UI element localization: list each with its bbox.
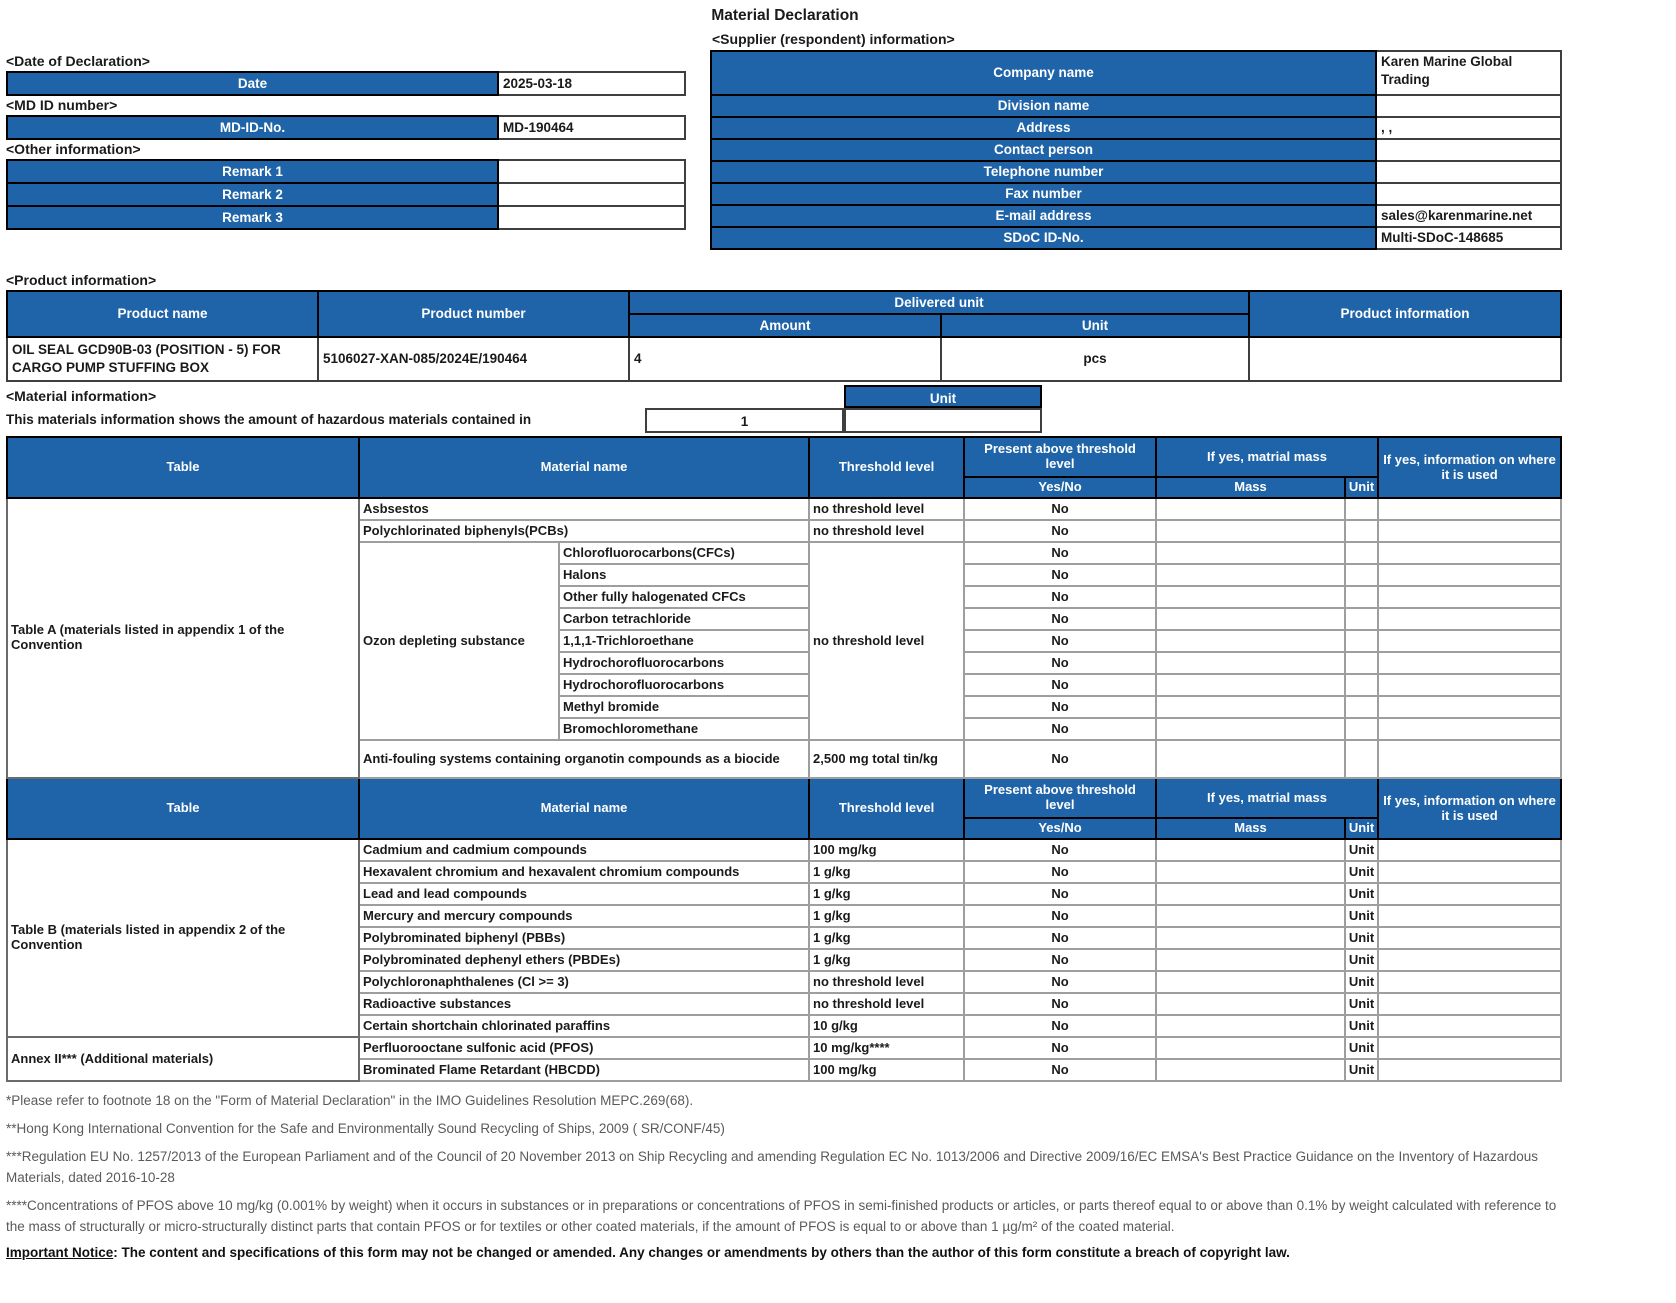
yes-no-cell: No <box>964 542 1156 564</box>
yes-no-cell: No <box>964 740 1156 778</box>
product-section-label: <Product information> <box>6 272 157 288</box>
date-label: Date <box>7 72 498 95</box>
supplier-row-label: Company name <box>711 51 1376 95</box>
mass-cell <box>1156 905 1345 927</box>
yes-no-cell: No <box>964 586 1156 608</box>
material-name-cell: Certain shortchain chlorinated paraffins <box>359 1015 809 1037</box>
unit-cell: Unit <box>1345 1015 1378 1037</box>
yes-no-cell: No <box>964 927 1156 949</box>
mass-cell <box>1156 586 1345 608</box>
material-name-cell: Anti-fouling systems containing organotin compounds as a biocide <box>359 740 809 778</box>
col-header-unit: Unit <box>1345 477 1378 498</box>
col-header-material-name: Material name <box>359 778 809 839</box>
info-cell <box>1378 520 1561 542</box>
material-name-cell: Lead and lead compounds <box>359 883 809 905</box>
mass-cell <box>1156 498 1345 520</box>
footnote: **Hong Kong International Convention for the Safe and Environmentally Sound Recycling of Ships, 2009 ( SR/CONF/45) <box>6 1120 725 1136</box>
mass-cell <box>1156 883 1345 905</box>
mass-cell <box>1156 630 1345 652</box>
material-name-cell: Cadmium and cadmium compounds <box>359 839 809 861</box>
mass-cell <box>1156 674 1345 696</box>
unit-cell: Unit <box>1345 927 1378 949</box>
material-name-cell: Polybrominated biphenyl (PBBs) <box>359 927 809 949</box>
col-header-table: Table <box>7 778 359 839</box>
md-label: MD-ID-No. <box>7 116 498 139</box>
yes-no-cell: No <box>964 839 1156 861</box>
mass-cell <box>1156 652 1345 674</box>
material-unit-box <box>844 408 1042 433</box>
material-name-cell: Hydrochorofluorocarbons <box>559 652 809 674</box>
mass-cell <box>1156 564 1345 586</box>
unit-cell <box>1345 652 1378 674</box>
unit-cell <box>1345 586 1378 608</box>
amount-value: 4 <box>629 337 941 381</box>
info-cell <box>1378 674 1561 696</box>
col-header-if-yes-info: If yes, information on where it is used <box>1378 778 1561 839</box>
material-name-cell: Halons <box>559 564 809 586</box>
table-row <box>7 1037 1561 1059</box>
unit-cell <box>1345 520 1378 542</box>
supplier-section-label: <Supplier (respondent) information> <box>712 31 955 47</box>
product-name-value: OIL SEAL GCD90B-03 (POSITION - 5) FOR CARGO PUMP STUFFING BOX <box>7 337 318 381</box>
md-table <box>6 115 686 140</box>
unit-cell: Unit <box>1345 839 1378 861</box>
col-header-mass: Mass <box>1156 477 1345 498</box>
col-header-if-yes-mass: If yes, matrial mass <box>1156 778 1378 818</box>
col-header-present: Present above threshold level <box>964 437 1156 477</box>
supplier-table <box>710 50 1562 250</box>
material-name-cell: Mercury and mercury compounds <box>359 905 809 927</box>
unit-cell <box>1345 674 1378 696</box>
yes-no-cell: No <box>964 564 1156 586</box>
supplier-row-label: Division name <box>711 95 1376 117</box>
supplier-row-value <box>1376 139 1561 161</box>
info-cell <box>1378 718 1561 740</box>
yes-no-cell: No <box>964 905 1156 927</box>
footnotes <box>6 1091 1560 1260</box>
mass-cell <box>1156 696 1345 718</box>
mass-cell <box>1156 520 1345 542</box>
info-cell <box>1378 927 1561 949</box>
col-header-table: Table <box>7 437 359 498</box>
info-cell <box>1378 740 1561 778</box>
info-cell <box>1378 993 1561 1015</box>
material-name-cell: Chlorofluorocarbons(CFCs) <box>559 542 809 564</box>
unit-cell: Unit <box>1345 949 1378 971</box>
supplier-row-label: SDoC ID-No. <box>711 227 1376 249</box>
remarks-table <box>6 159 686 230</box>
supplier-row-label: Address <box>711 117 1376 139</box>
yes-no-cell: No <box>964 949 1156 971</box>
material-name-cell: Hexavalent chromium and hexavalent chromium compounds <box>359 861 809 883</box>
info-cell <box>1378 564 1561 586</box>
col-header-yes-no: Yes/No <box>964 818 1156 839</box>
delivered-unit-header: Delivered unit <box>629 291 1249 314</box>
product-info-header: Product information <box>1249 291 1561 337</box>
threshold-cell: 1 g/kg <box>809 883 964 905</box>
supplier-row-value <box>1376 161 1561 183</box>
material-name-cell: Polychloronaphthalenes (Cl >= 3) <box>359 971 809 993</box>
yes-no-cell: No <box>964 1059 1156 1081</box>
info-cell <box>1378 839 1561 861</box>
col-header-yes-no: Yes/No <box>964 477 1156 498</box>
product-number-value: 5106027-XAN-085/2024E/190464 <box>318 337 629 381</box>
supplier-row-value: Karen Marine Global Trading <box>1376 51 1561 95</box>
col-header-threshold: Threshold level <box>809 437 964 498</box>
remark-label: Remark 2 <box>7 183 498 206</box>
col-header-threshold: Threshold level <box>809 778 964 839</box>
unit-cell <box>1345 608 1378 630</box>
info-cell <box>1378 498 1561 520</box>
yes-no-cell: No <box>964 1037 1156 1059</box>
yes-no-cell: No <box>964 861 1156 883</box>
info-cell <box>1378 883 1561 905</box>
threshold-cell: no threshold level <box>809 520 964 542</box>
yes-no-cell: No <box>964 498 1156 520</box>
unit-cell: Unit <box>1345 993 1378 1015</box>
info-cell <box>1378 905 1561 927</box>
col-header-if-yes-mass: If yes, matrial mass <box>1156 437 1378 477</box>
unit-cell: Unit <box>1345 883 1378 905</box>
threshold-cell: 10 g/kg <box>809 1015 964 1037</box>
yes-no-cell: No <box>964 696 1156 718</box>
hazard-table <box>6 436 1562 1082</box>
unit-cell <box>1345 696 1378 718</box>
info-cell <box>1378 1037 1561 1059</box>
mass-cell <box>1156 718 1345 740</box>
date-table <box>6 71 686 96</box>
yes-no-cell: No <box>964 652 1156 674</box>
material-statement: This materials information shows the amount of hazardous materials contained in <box>6 412 532 427</box>
material-name-cell: Polybrominated dephenyl ethers (PBDEs) <box>359 949 809 971</box>
info-cell <box>1378 949 1561 971</box>
date-section-label: <Date of Declaration> <box>6 53 150 69</box>
info-cell <box>1378 696 1561 718</box>
supplier-row-value <box>1376 183 1561 205</box>
unit-cell: Unit <box>1345 1059 1378 1081</box>
threshold-cell: 1 g/kg <box>809 949 964 971</box>
mass-cell <box>1156 542 1345 564</box>
footnote: *Please refer to footnote 18 on the "Form of Material Declaration" in the IMO Guidelines Resolution MEPC.269(68). <box>6 1093 694 1108</box>
product-info-value <box>1249 337 1561 381</box>
threshold-cell: 100 mg/kg <box>809 1059 964 1081</box>
product-number-header: Product number <box>318 291 629 337</box>
material-name-cell: Asbsestos <box>359 498 809 520</box>
important-notice-text: : The content and specifications of this form may not be changed or amended. Any changes or amendments by others than the author of this form constitute a breach of copyright law. <box>113 1244 1290 1260</box>
important-notice-label: Important Notice <box>6 1244 114 1260</box>
material-name-cell: Radioactive substances <box>359 993 809 1015</box>
col-header-material-name: Material name <box>359 437 809 498</box>
yes-no-cell: No <box>964 630 1156 652</box>
info-cell <box>1378 861 1561 883</box>
unit-cell <box>1345 564 1378 586</box>
mass-cell <box>1156 1015 1345 1037</box>
yes-no-cell: No <box>964 993 1156 1015</box>
mass-cell <box>1156 949 1345 971</box>
yes-no-cell: No <box>964 608 1156 630</box>
footnote: ***Regulation EU No. 1257/2013 of the European Parliament and of the Council of 20 November 2013 on Ship Recycling and amending Regulation EC No. 1013/2006 and Directive 2009/16/EC EMSA's Best Practice Guidance on the Inventory of Hazardous Materials, dated 2016-10-28 <box>6 1148 1539 1185</box>
page-title: Material Declaration <box>711 7 859 24</box>
table-b-group-label: Table B (materials listed in appendix 2 of the Convention <box>7 839 359 1037</box>
yes-no-cell: No <box>964 718 1156 740</box>
annex-group-label: Annex II*** (Additional materials) <box>7 1037 359 1081</box>
unit-value: pcs <box>941 337 1249 381</box>
threshold-cell: 100 mg/kg <box>809 839 964 861</box>
unit-cell: Unit <box>1345 1037 1378 1059</box>
mass-cell <box>1156 971 1345 993</box>
yes-no-cell: No <box>964 520 1156 542</box>
info-cell <box>1378 630 1561 652</box>
material-name-cell: Hydrochorofluorocarbons <box>559 674 809 696</box>
threshold-cell: no threshold level <box>809 993 964 1015</box>
remark-value <box>498 160 685 183</box>
threshold-cell: 1 g/kg <box>809 905 964 927</box>
supplier-row-value: Multi-SDoC-148685 <box>1376 227 1561 249</box>
threshold-cell: no threshold level <box>809 498 964 520</box>
unit-cell <box>1345 740 1378 778</box>
supplier-row-value <box>1376 95 1561 117</box>
mass-cell <box>1156 1059 1345 1081</box>
material-name-cell: Other fully halogenated CFCs <box>559 586 809 608</box>
supplier-row-label: E-mail address <box>711 205 1376 227</box>
threshold-cell: no threshold level <box>809 542 964 740</box>
product-name-header: Product name <box>7 291 318 337</box>
unit-cell: Unit <box>1345 971 1378 993</box>
supplier-row-value: , , <box>1376 117 1561 139</box>
info-cell <box>1378 971 1561 993</box>
table-row <box>7 498 1561 520</box>
threshold-cell: 1 g/kg <box>809 927 964 949</box>
material-name-cell: Brominated Flame Retardant (HBCDD) <box>359 1059 809 1081</box>
mass-cell <box>1156 993 1345 1015</box>
material-unit-header: Unit <box>844 385 1042 408</box>
table-row <box>7 839 1561 861</box>
info-cell <box>1378 1015 1561 1037</box>
remark-label: Remark 3 <box>7 206 498 229</box>
unit-cell <box>1345 542 1378 564</box>
supplier-row-label: Contact person <box>711 139 1376 161</box>
footnote: ****Concentrations of PFOS above 10 mg/kg (0.001% by weight) when it occurs in substances or in preparations or concentrations of PFOS in semi-finished products or articles, or parts thereof equal to or above than 0.1% by weight calculated with reference to the mass of structurally or micro-structurally distinct parts that contain PFOS or for textiles or other coated materials, if the amount of PFOS is equal to or above than 1 µg/m² of the coated material. <box>6 1197 1557 1234</box>
supplier-row-value: sales@karenmarine.net <box>1376 205 1561 227</box>
important-notice <box>6 1245 1560 1260</box>
mass-cell <box>1156 927 1345 949</box>
info-cell <box>1378 542 1561 564</box>
md-section-label: <MD ID number> <box>6 97 118 113</box>
unit-cell: Unit <box>1345 861 1378 883</box>
supplier-row-label: Telephone number <box>711 161 1376 183</box>
ozone-group-label: Ozon depleting substance <box>359 542 559 740</box>
info-cell <box>1378 652 1561 674</box>
mass-cell <box>1156 839 1345 861</box>
yes-no-cell: No <box>964 883 1156 905</box>
material-name-cell: Bromochloromethane <box>559 718 809 740</box>
supplier-row-label: Fax number <box>711 183 1376 205</box>
info-cell <box>1378 608 1561 630</box>
threshold-cell: 2,500 mg total tin/kg <box>809 740 964 778</box>
material-name-cell: 1,1,1-Trichloroethane <box>559 630 809 652</box>
contained-amount-box: 1 <box>645 408 844 433</box>
info-cell <box>1378 1059 1561 1081</box>
material-section-label: <Material information> <box>6 388 157 404</box>
amount-header: Amount <box>629 314 941 337</box>
material-name-cell: Polychlorinated biphenyls(PCBs) <box>359 520 809 542</box>
unit-cell: Unit <box>1345 905 1378 927</box>
remark-value <box>498 183 685 206</box>
info-cell <box>1378 586 1561 608</box>
threshold-cell: 10 mg/kg**** <box>809 1037 964 1059</box>
threshold-cell: 1 g/kg <box>809 861 964 883</box>
col-header-if-yes-info: If yes, information on where it is used <box>1378 437 1561 498</box>
yes-no-cell: No <box>964 1015 1156 1037</box>
material-name-cell: Perfluorooctane sulfonic acid (PFOS) <box>359 1037 809 1059</box>
col-header-unit: Unit <box>1345 818 1378 839</box>
material-name-cell: Carbon tetrachloride <box>559 608 809 630</box>
mass-cell <box>1156 861 1345 883</box>
yes-no-cell: No <box>964 674 1156 696</box>
hazard-section <box>6 436 1560 1273</box>
col-header-mass: Mass <box>1156 818 1345 839</box>
table-a-group-label: Table A (materials listed in appendix 1 of the Convention <box>7 498 359 778</box>
product-table <box>6 290 1562 382</box>
other-section-label: <Other information> <box>6 141 141 157</box>
mass-cell <box>1156 1037 1345 1059</box>
unit-cell <box>1345 498 1378 520</box>
unit-cell <box>1345 630 1378 652</box>
mass-cell <box>1156 740 1345 778</box>
col-header-present: Present above threshold level <box>964 778 1156 818</box>
remark-value <box>498 206 685 229</box>
mass-cell <box>1156 608 1345 630</box>
md-value: MD-190464 <box>498 116 685 139</box>
threshold-cell: no threshold level <box>809 971 964 993</box>
date-value: 2025-03-18 <box>498 72 685 95</box>
unit-header: Unit <box>941 314 1249 337</box>
remark-label: Remark 1 <box>7 160 498 183</box>
material-name-cell: Methyl bromide <box>559 696 809 718</box>
yes-no-cell: No <box>964 971 1156 993</box>
unit-cell <box>1345 718 1378 740</box>
